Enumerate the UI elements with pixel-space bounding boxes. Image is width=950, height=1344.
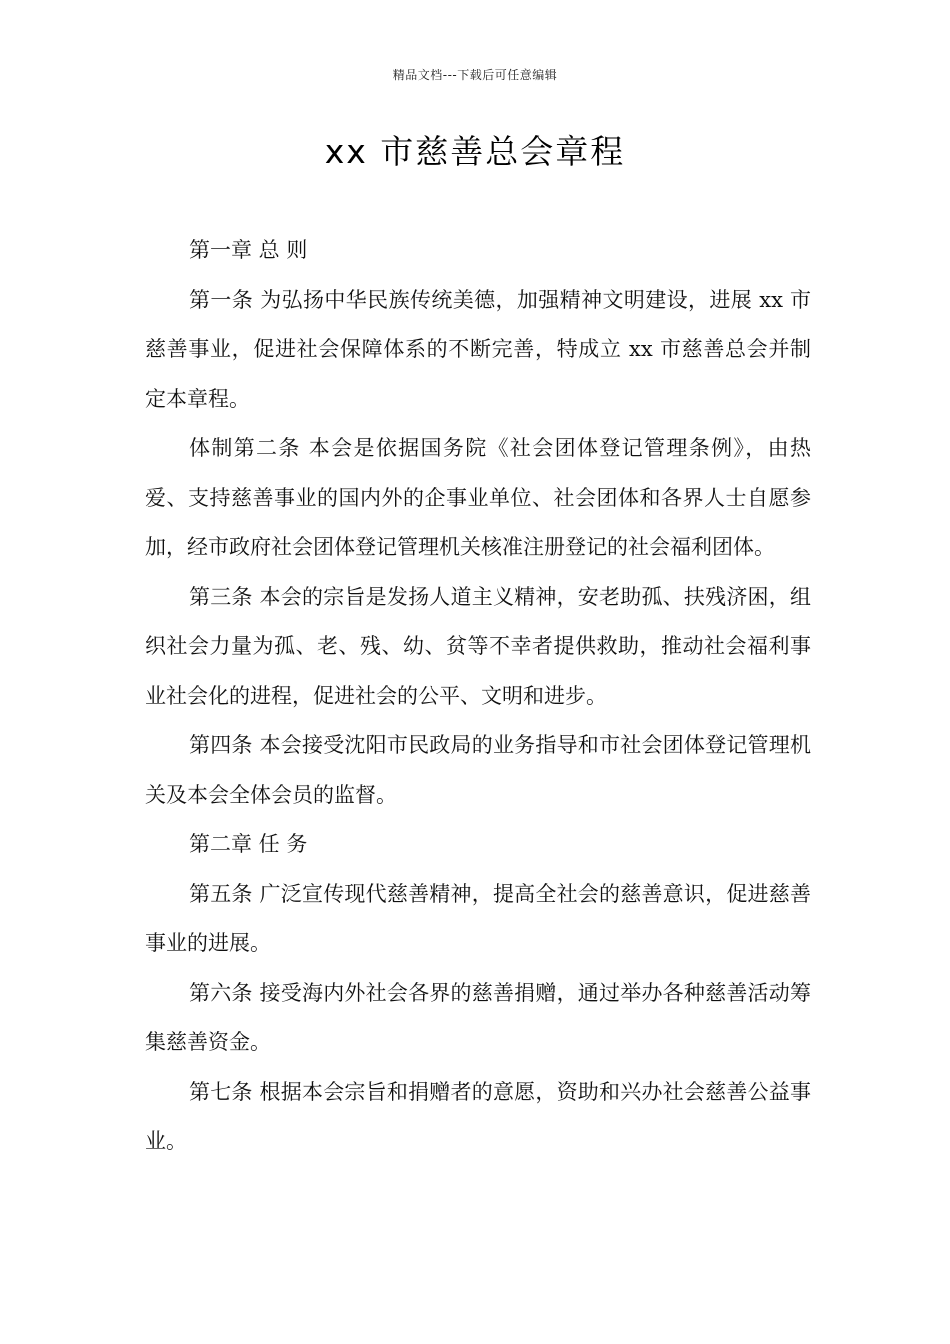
article-2: 体制第二条 本会是依据国务院《社会团体登记管理条例》，由热爱、支持慈善事业的国内外的企事业单位、社会团体和各界人士自愿参加，经市政府社会团体登记管理机关核准注册登记的社会福利团体。 bbox=[145, 436, 811, 559]
article-4: 第四条 本会接受沈阳市民政局的业务指导和市社会团体登记管理机关及本会全体会员的监督。 bbox=[145, 733, 811, 807]
article-3: 第三条 本会的宗旨是发扬人道主义精神，安老助孤、扶残济困，组织社会力量为孤、老、残、幼、贫等不幸者提供救助，推动社会福利事业社会化的进程，促进社会的公平、文明和进步。 bbox=[145, 584, 811, 708]
document-title: xx 市慈善总会章程 bbox=[324, 132, 626, 171]
chapter-heading-2: 第二章 任 务 bbox=[189, 832, 308, 856]
chapter-heading-1: 第一章 总 则 bbox=[189, 238, 308, 262]
article-1: 第一条 为弘扬中华民族传统美德，加强精神文明建设，进展 xx 市慈善事业，促进社会保障体系的不断完善，特成立 xx 市慈善总会并制定本章程。 bbox=[145, 287, 811, 411]
header-note: 精品文档---下载后可任意编辑 bbox=[392, 68, 558, 82]
article-5: 第五条 广泛宣传现代慈善精神，提高全社会的慈善意识，促进慈善事业的进展。 bbox=[145, 881, 811, 955]
document-body bbox=[145, 226, 811, 1167]
article-6: 第六条 接受海内外社会各界的慈善捐赠，通过举办各种慈善活动筹集慈善资金。 bbox=[145, 980, 811, 1054]
article-7: 第七条 根据本会宗旨和捐赠者的意愿，资助和兴办社会慈善公益事业。 bbox=[145, 1079, 811, 1153]
